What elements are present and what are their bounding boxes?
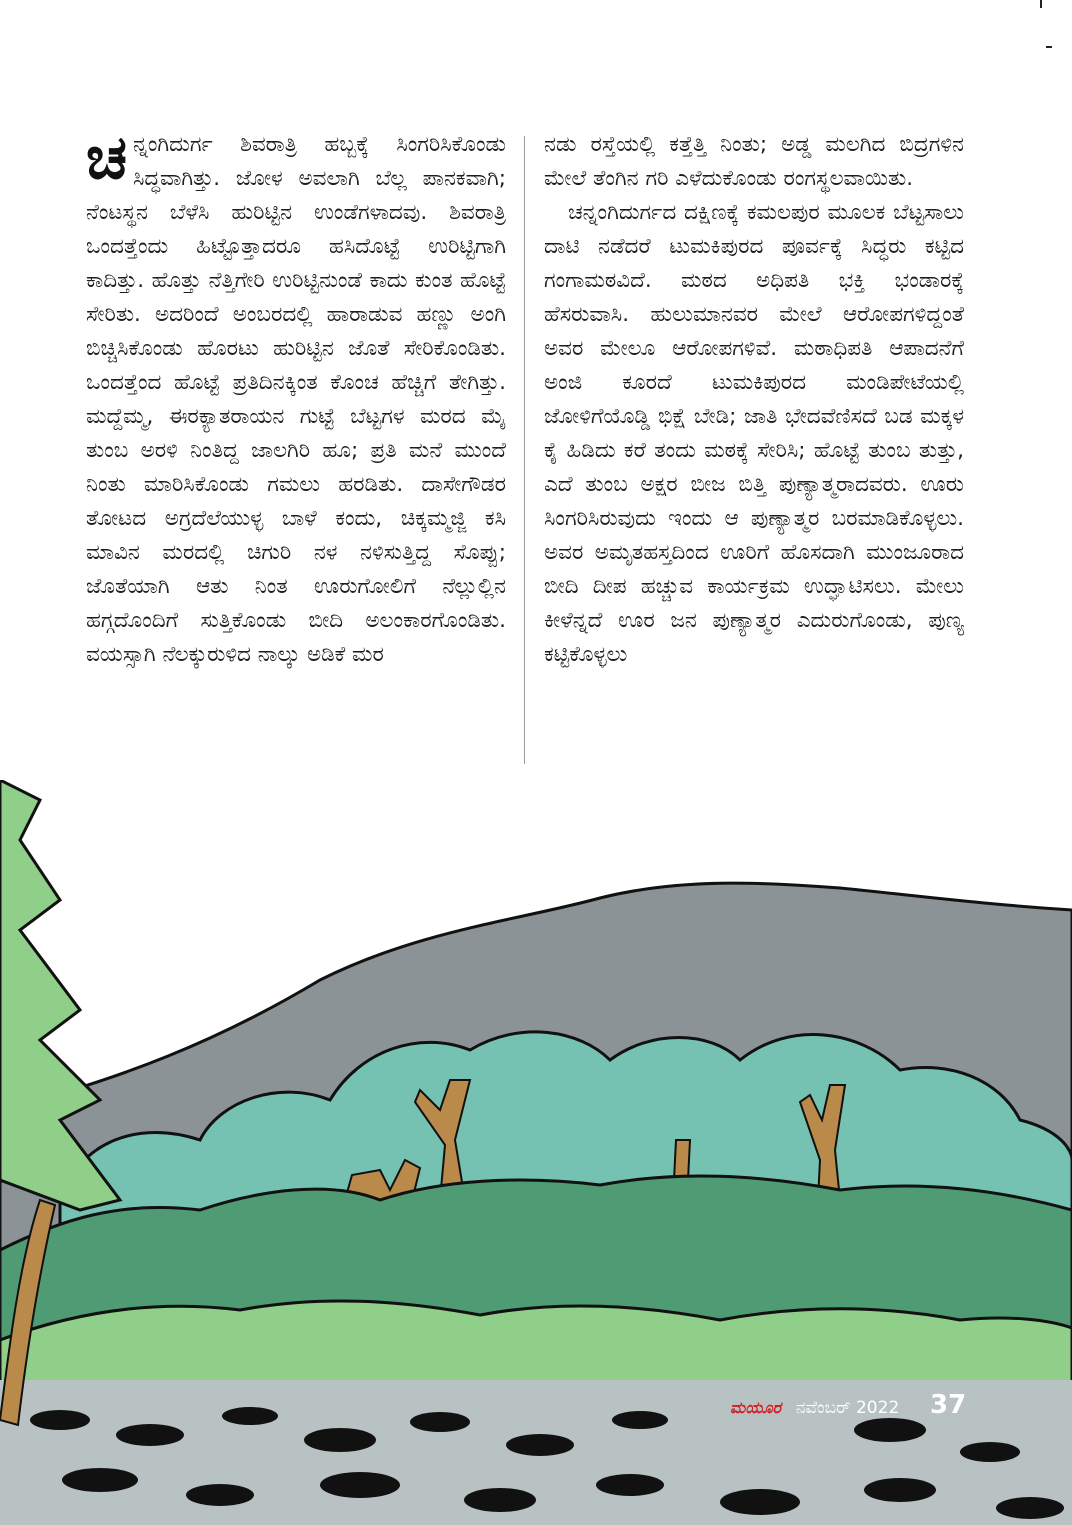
article-column-left xyxy=(86,123,506,672)
article-column-right xyxy=(544,128,964,672)
paragraph-text: ನ್ನಂಗಿದುರ್ಗ ಶಿವರಾತ್ರಿ ಹಬ್ಬಕ್ಕೆ ಸಿಂಗರಿಸಿಕೊಂಡು ಸಿದ್ಧವಾಗಿತ್ತು. ಜೋಳ ಅವಲಾಗಿ ಬೆಲ್ಲ ಪಾನಕವಾಗಿ; ನೆಂಟಸ್ಥನ ಬೆಳೆಸಿ ಹುರಿಟ್ಟಿನ ಉಂಡೆಗಳಾದವು. ಶಿವರಾತ್ರಿ ಒಂದತ್ತೆಂದು ಹಿಟ್ಟೊತ್ತಾದರೂ ಹಸಿದೊಟ್ಟೆ ಉರಿಟ್ಟಿಗಾಗಿ ಕಾದಿತ್ತು. ಹೊತ್ತು ನೆತ್ತಿಗೇರಿ ಉರಿಟ್ಟಿನುಂಡೆ ಕಾದು ಕುಂತ ಹೊಟ್ಟೆ ಸೇರಿತು. ಅದರಿಂದೆ ಅಂಬರದಲ್ಲಿ ಹಾರಾಡುವ ಹಣ್ಣು ಅಂಗಿ ಬಿಚ್ಚಿಸಿಕೊಂಡು ಹೊರಟು ಹುರಿಟ್ಟಿನ ಜೊತೆ ಸೇರಿಕೊಂಡಿತು. ಒಂದತ್ತೆಂದ ಹೊಟ್ಟೆ ಪ್ರತಿದಿನಕ್ಕಿಂತ ಕೊಂಚ ಹೆಚ್ಚಿಗೆ ತೇಗಿತ್ತು. ಮದ್ದೆಮ್ಮ, ಈರಕ್ಯಾತರಾಯನ ಗುಟ್ಟೆ ಬೆಟ್ಟಗಳ ಮರದ ಮೈ ತುಂಬ ಅರಳಿ ನಿಂತಿದ್ದ ಜಾಲಗಿರಿ ಹೂ; ಪ್ರತಿ ಮನೆ ಮುಂದೆ ನಿಂತು ಮಾರಿಸಿಕೊಂಡು ಗಮಲು ಹರಡಿತು. ದಾಸೇಗೌಡರ ತೋಟದ ಅಗ್ರದೆಲೆಯುಳ್ಳ ಬಾಳೆ ಕಂದು, ಚಿಕ್ಕಮ್ಮಜ್ಜಿ ಕಸಿ ಮಾವಿನ ಮರದಲ್ಲಿ ಚಿಗುರಿ ನಳ ನಳಿಸುತ್ತಿದ್ದ ಸೊಪ್ಪು; ಜೊತೆಯಾಗಿ ಆತು ನಿಂತ ಊರುಗೋಲಿಗೆ ನೆಲ್ಲುಲ್ಲಿನ ಹಗ್ಗದೊಂದಿಗೆ ಸುತ್ತಿಕೊಂಡು ಬೀದಿ ಅಲಂಕಾರಗೊಂಡಿತು. ವಯಸ್ಸಾಗಿ ನೆಲಕ್ಕುರುಳಿದ ನಾಲ್ಕು ಅಡಿಕೆ ಮರ xyxy=(86,132,506,667)
paragraph xyxy=(86,123,506,672)
column-divider xyxy=(524,136,525,764)
page-number: 37 xyxy=(930,1390,967,1420)
crop-mark xyxy=(1040,0,1042,8)
paragraph: ಚನ್ನಂಗಿದುರ್ಗದ ದಕ್ಷಿಣಕ್ಕೆ ಕಮಲಪುರ ಮೂಲಕ ಬೆಟ್ಟಸಾಲು ದಾಟಿ ನಡೆದರೆ ಟುಮಕಿಪುರದ ಪೂರ್ವಕ್ಕೆ ಸಿದ್ಧರು ಕಟ್ಟಿದ ಗಂಗಾಮಠವಿದೆ. ಮಠದ ಅಧಿಪತಿ ಭಕ್ತಿ ಭಂಡಾರಕ್ಕೆ ಹೆಸರುವಾಸಿ. ಹುಲುಮಾನವರ ಮೇಲೆ ಆರೋಪಗಳಿದ್ದಂತೆ ಅವರ ಮೇಲೂ ಆರೋಪಗಳಿವೆ. ಮಠಾಧಿಪತಿ ಆಪಾದನೆಗೆ ಅಂಜಿ ಕೂರದೆ ಟುಮಕಿಪುರದ ಮಂಡಿಪೇಟೆಯಲ್ಲಿ ಜೋಳಿಗೆಯೊಡ್ಡಿ ಭಿಕ್ಷೆ ಬೇಡಿ; ಜಾತಿ ಭೇದವೆಣಿಸದೆ ಬಡ ಮಕ್ಕಳ ಕೈ ಹಿಡಿದು ಕರೆ ತಂದು ಮಠಕ್ಕೆ ಸೇರಿಸಿ; ಹೊಟ್ಟೆ ತುಂಬ ತುತ್ತು, ಎದೆ ತುಂಬ ಅಕ್ಷರ ಬೀಜ ಬಿತ್ತಿ ಪುಣ್ಯಾತ್ಮರಾದವರು. ಊರು ಸಿಂಗರಿಸಿರುವುದು ಇಂದು ಆ ಪುಣ್ಯಾತ್ಮರ ಬರಮಾಡಿಕೊಳ್ಳಲು. ಅವರ ಅಮೃತಹಸ್ತದಿಂದ ಊರಿಗೆ ಹೊಸದಾಗಿ ಮುಂಜೂರಾದ ಬೀದಿ ದೀಪ ಹಚ್ಚುವ ಕಾರ್ಯಕ್ರಮ ಉದ್ಘಾಟಿಸಲು. ಮೇಲು ಕೀಳೆನ್ನದೆ ಊರ ಜನ ಪುಣ್ಯಾತ್ಮರ ಎದುರುಗೊಂಡು, ಪುಣ್ಯ ಕಟ್ಟಿಕೊಳ್ಳಲು xyxy=(544,200,964,667)
paragraph: ನಡು ರಸ್ತೆಯಲ್ಲಿ ಕತ್ತೆತ್ತಿ ನಿಂತು; ಅಡ್ಡ ಮಲಗಿದ ಬಿದ್ರಗಳಿನ ಮೇಲೆ ತೆಂಗಿನ ಗರಿ ಎಳೆದುಕೊಂಡು ರಂಗಸ್ಥಲವಾಯಿತು. xyxy=(544,132,964,191)
drop-cap: ಚ xyxy=(86,123,127,193)
page-footer xyxy=(730,1390,970,1426)
magazine-logo: ಮಯೂರ xyxy=(730,1398,782,1417)
tree-trunk xyxy=(674,1140,690,1180)
crop-mark xyxy=(1046,46,1052,48)
issue-date: ನವೆಂಬರ್ 2022 xyxy=(796,1398,900,1418)
